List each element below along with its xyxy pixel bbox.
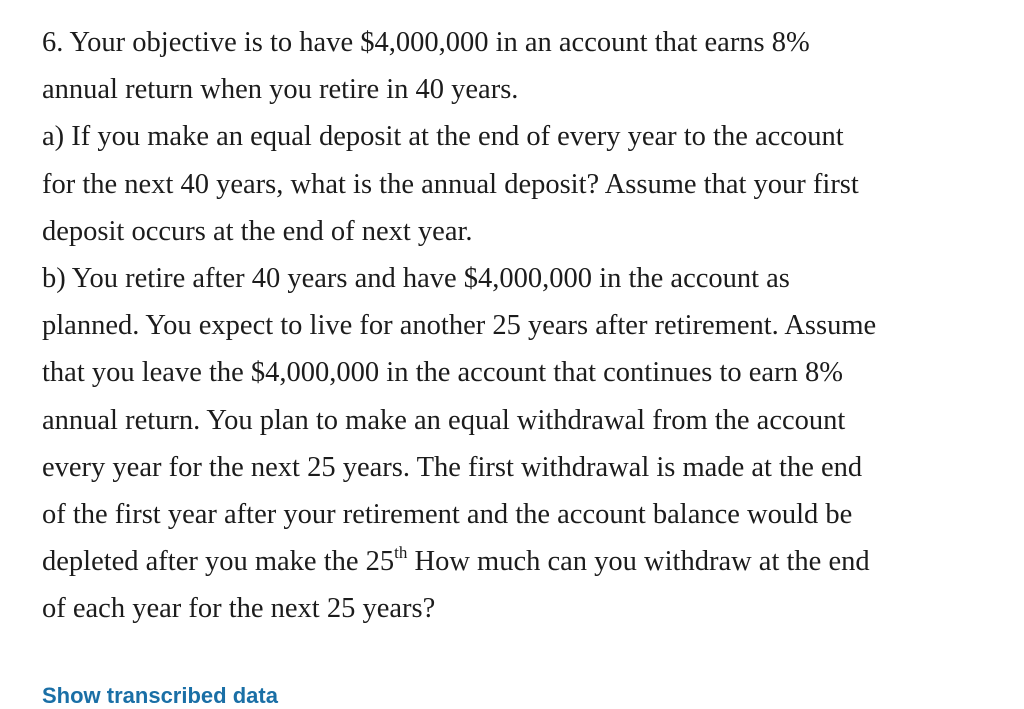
question-line: a) If you make an equal deposit at the end of every year to the account: [42, 121, 844, 153]
question-line: every year for the next 25 years. The first withdrawal is made at the end: [42, 451, 863, 483]
question-line-text: How much can you withdraw at the end: [407, 546, 870, 578]
question-line: [42, 538, 1002, 585]
question-line: that you leave the $4,000,000 in the account that continues to earn 8%: [42, 357, 843, 389]
question-line: of the first year after your retirement and the account balance would be: [42, 499, 853, 531]
show-transcribed-data-link[interactable]: Show transcribed data: [42, 683, 278, 708]
question-line: deposit occurs at the end of next year.: [42, 215, 473, 247]
question-line: of each year for the next 25 years?: [42, 593, 436, 625]
question-line: annual return. You plan to make an equal withdrawal from the account: [42, 404, 846, 436]
question-line: annual return when you retire in 40 years.: [42, 74, 519, 106]
question-line: 6. Your objective is to have $4,000,000 in an account that earns 8%: [42, 27, 810, 58]
question-line: b) You retire after 40 years and have $4,000,000 in the account as: [42, 263, 790, 295]
question-line-text: depleted after you make the 25: [42, 546, 395, 578]
ordinal-superscript: th: [394, 542, 408, 562]
question-line: planned. You expect to live for another 25 years after retirement. Assume: [42, 310, 877, 342]
question-text: [42, 19, 1002, 633]
question-line: for the next 40 years, what is the annual deposit? Assume that your first: [42, 168, 859, 200]
